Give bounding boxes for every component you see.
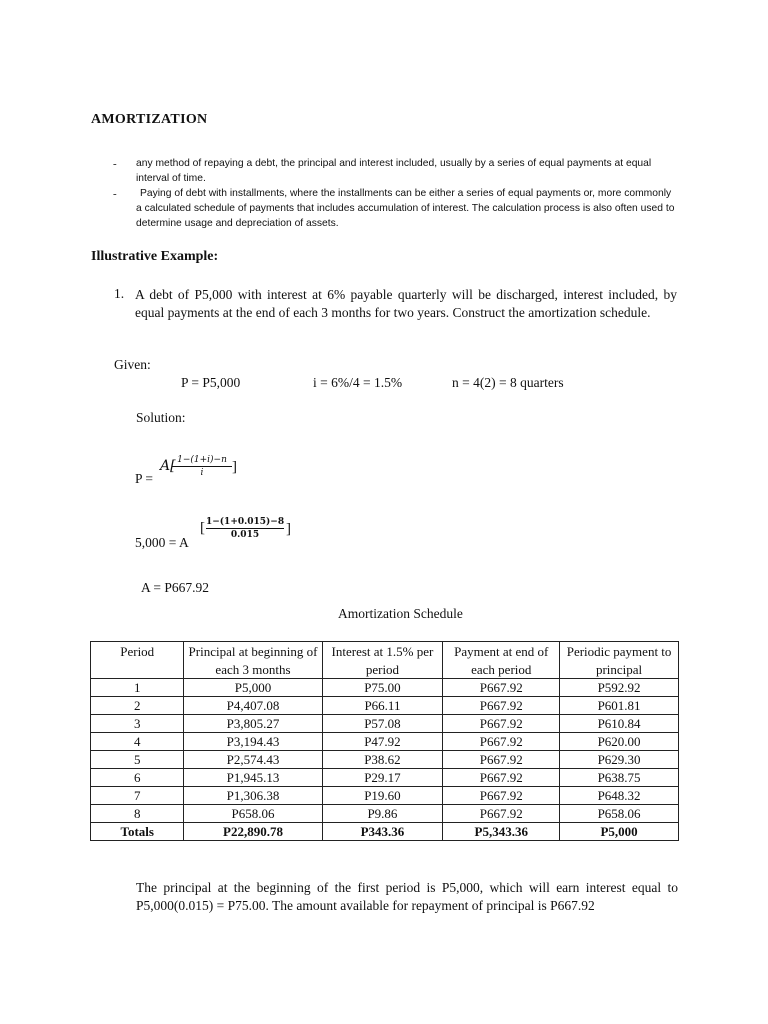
table-totals-row <box>91 823 679 841</box>
cell-period: 4 <box>91 733 184 751</box>
cell-interest: P47.92 <box>322 733 443 751</box>
given-periods: n = 4(2) = 8 quarters <box>452 375 564 390</box>
formula2-denominator: 0.015 <box>206 528 284 542</box>
header-interest: Interest at 1.5% per period <box>322 642 443 679</box>
cell-periodic-principal: P620.00 <box>560 733 679 751</box>
table-row <box>91 769 679 787</box>
totals-label: Totals <box>91 823 184 841</box>
cell-period: 6 <box>91 769 184 787</box>
problem-text: A debt of P5,000 with interest at 6% payable quarterly will be discharged, interest included, by equal payments at the end of each 3 months for two years. Construct the amortization schedule. <box>135 287 677 320</box>
cell-interest: P19.60 <box>322 787 443 805</box>
formula2-numerator: 1−(1+0.015)−8 <box>206 517 285 527</box>
cell-period: 8 <box>91 805 184 823</box>
totals-interest: P343.36 <box>322 823 443 841</box>
cell-period: 5 <box>91 751 184 769</box>
header-periodic-principal: Periodic payment to principal <box>560 642 679 679</box>
cell-payment: P667.92 <box>443 769 560 787</box>
given-label: Given: <box>114 357 151 372</box>
cell-principal: P3,194.43 <box>184 733 322 751</box>
cell-period: 7 <box>91 787 184 805</box>
cell-principal: P4,407.08 <box>184 697 322 715</box>
example-heading: Illustrative Example: <box>91 249 219 264</box>
cell-interest: P9.86 <box>322 805 443 823</box>
problem-number: 1. <box>114 286 125 301</box>
cell-periodic-principal: P638.75 <box>560 769 679 787</box>
given-rate: i = 6%/4 = 1.5% <box>313 375 403 390</box>
definition-text: any method of repaying a debt, the principal and interest included, usually by a series of equal payments at equal interval of time. <box>136 158 652 184</box>
cell-payment: P667.92 <box>443 733 560 751</box>
cell-principal: P2,574.43 <box>184 751 322 769</box>
cell-principal: P1,306.38 <box>184 787 322 805</box>
cell-payment: P667.92 <box>443 751 560 769</box>
cell-interest: P75.00 <box>322 679 443 697</box>
formula1-coefficient: A[ <box>160 458 176 474</box>
cell-payment: P667.92 <box>443 715 560 733</box>
header-payment: Payment at end of each period <box>443 642 560 679</box>
cell-payment: P667.92 <box>443 805 560 823</box>
header-principal: Principal at beginning of each 3 months <box>184 642 322 679</box>
cell-periodic-principal: P648.32 <box>560 787 679 805</box>
cell-periodic-principal: P592.92 <box>560 679 679 697</box>
formula2-fraction <box>206 516 284 542</box>
cell-period: 1 <box>91 679 184 697</box>
table-row <box>91 787 679 805</box>
cell-periodic-principal: P658.06 <box>560 805 679 823</box>
cell-principal: P658.06 <box>184 805 322 823</box>
table-row <box>91 751 679 769</box>
header-period: Period <box>91 642 184 679</box>
formula1-denominator: i <box>172 466 232 479</box>
amortization-table <box>90 641 679 841</box>
table-row <box>91 715 679 733</box>
totals-principal: P22,890.78 <box>184 823 322 841</box>
cell-payment: P667.92 <box>443 697 560 715</box>
cell-payment: P667.92 <box>443 679 560 697</box>
cell-interest: P29.17 <box>322 769 443 787</box>
table-row <box>91 697 679 715</box>
cell-principal: P1,945.13 <box>184 769 322 787</box>
cell-period: 2 <box>91 697 184 715</box>
definition-text: Paying of debt with installments, where the installments can be either a series of equal payments or, more commonly a calculated schedule of payments that includes accumulation of interest. The calculation process is also often used to determine usage and depreciation of assets. <box>136 188 675 229</box>
totals-payment: P5,343.36 <box>443 823 560 841</box>
formula1-fraction <box>172 455 232 479</box>
cell-period: 3 <box>91 715 184 733</box>
cell-interest: P57.08 <box>322 715 443 733</box>
formula1-close-bracket: ] <box>232 459 237 475</box>
definition-dash: - <box>113 158 117 170</box>
totals-periodic-principal: P5,000 <box>560 823 679 841</box>
definition-dash: - <box>113 188 117 200</box>
cell-principal: P3,805.27 <box>184 715 322 733</box>
solution-label: Solution: <box>136 410 186 425</box>
cell-periodic-principal: P601.81 <box>560 697 679 715</box>
table-row <box>91 805 679 823</box>
closing-paragraph: The principal at the beginning of the first period is P5,000, which will earn interest equal to P5,000(0.015) = P75.00. The amount available for repayment of principal is P667.92 <box>136 880 678 913</box>
formula2-close-bracket: ] <box>286 521 291 537</box>
cell-periodic-principal: P629.30 <box>560 751 679 769</box>
cell-principal: P5,000 <box>184 679 322 697</box>
given-principal: P = P5,000 <box>181 375 241 390</box>
cell-interest: P66.11 <box>322 697 443 715</box>
formula1-lhs: P = <box>135 471 153 486</box>
cell-periodic-principal: P610.84 <box>560 715 679 733</box>
document-title: AMORTIZATION <box>91 112 208 127</box>
formula1-numerator: 1−(1+i)−n <box>177 455 227 465</box>
cell-interest: P38.62 <box>322 751 443 769</box>
schedule-caption: Amortization Schedule <box>338 606 463 621</box>
table-header-row <box>91 642 679 679</box>
cell-payment: P667.92 <box>443 787 560 805</box>
table-row <box>91 679 679 697</box>
formula2-open-bracket: [ <box>200 520 205 536</box>
formula2-lhs: 5,000 = A <box>135 535 189 550</box>
result-annuity: A = P667.92 <box>141 580 210 595</box>
table-row <box>91 733 679 751</box>
